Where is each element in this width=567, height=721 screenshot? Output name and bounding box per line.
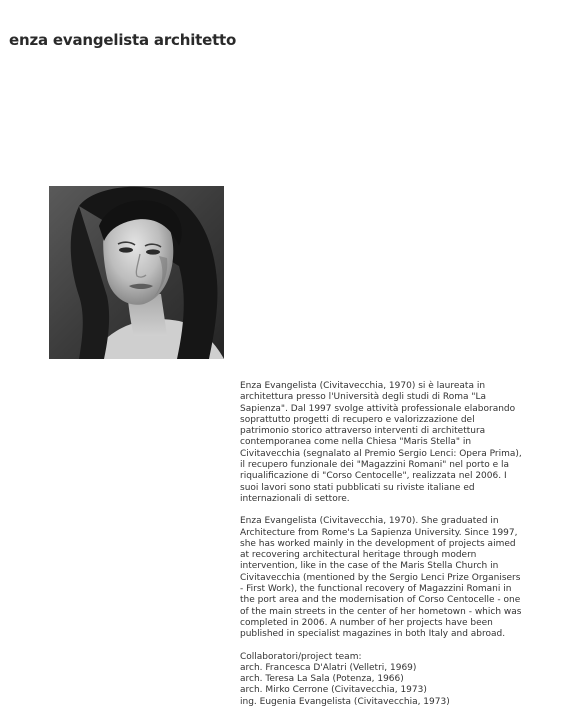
portrait-image [49, 186, 224, 359]
bio-english-line: the port area and the modernisation of Corso Centocelle - one [240, 595, 521, 606]
bio-italian-line: Enza Evangelista (Civitavecchia, 1970) si è laureata in [240, 381, 486, 391]
bio-italian-line: suoi lavori sono stati pubblicati su riviste italiane ed [240, 482, 475, 493]
portrait-photo [49, 186, 224, 359]
bio-english-line: Civitavecchia (mentioned by the Sergio Lenci Prize Organisers [240, 572, 521, 583]
bio-italian-line: internazionali di settore. [240, 493, 350, 504]
bio-english-line: at recovering architectural heritage through modern [240, 550, 477, 561]
bio-italian-line: riqualificazione di "Corso Centocelle", realizzata nel 2006. I [240, 471, 507, 482]
bio-italian-line: architettura presso l'Università degli studi di Roma "La [240, 392, 487, 403]
site-title: enza evangelista architetto [9, 31, 237, 49]
bio-english-line: - First Work), the functional recovery of Magazzini Romani in [240, 584, 512, 595]
bio-italian-line: Sapienza". Dal 1997 svolge attività professionale elaborando [240, 403, 516, 414]
biography [240, 381, 540, 708]
bio-italian-line: soprattutto progetti di recupero e valorizzazione del [240, 414, 475, 425]
team-member: ing. Eugenia Evangelista (Civitavecchia, 1973) [240, 696, 450, 707]
team-member: arch. Francesca D'Alatri (Velletri, 1969) [240, 662, 417, 673]
team-heading: Collaboratori/project team: [240, 651, 362, 662]
bio-english-paragraph [240, 516, 540, 640]
bio-italian-line: il recupero funzionale dei "Magazzini Romani" nel porto e la [240, 460, 510, 471]
bio-english-line: Architecture from Rome's La Sapienza University. Since 1997, [240, 527, 518, 538]
bio-english-line: completed in 2006. A number of her projects have been [240, 617, 493, 628]
bio-italian-line: contemporanea come nella Chiesa "Maris Stella" in [240, 437, 472, 448]
bio-italian-line: Civitavecchia (segnalato al Premio Sergio Lenci: Opera Prima), [240, 448, 522, 459]
team-member: arch. Teresa La Sala (Potenza, 1966) [240, 674, 404, 685]
bio-english-line: Enza Evangelista (Civitavecchia, 1970). She graduated in [240, 516, 499, 527]
bio-italian-line: patrimonio storico attraverso interventi di architettura [240, 426, 486, 437]
project-team [240, 652, 540, 708]
team-member: arch. Mirko Cerrone (Civitavecchia, 1973) [240, 685, 427, 696]
bio-english-line: intervention, like in the case of the Maris Stella Church in [240, 561, 499, 572]
bio-italian-paragraph [240, 381, 540, 505]
bio-english-line: of the main streets in the center of her hometown - which was [240, 606, 522, 617]
bio-english-line: she has worked mainly in the development of projects aimed [240, 538, 516, 549]
bio-english-line: published in specialist magazines in both Italy and abroad. [240, 629, 506, 640]
